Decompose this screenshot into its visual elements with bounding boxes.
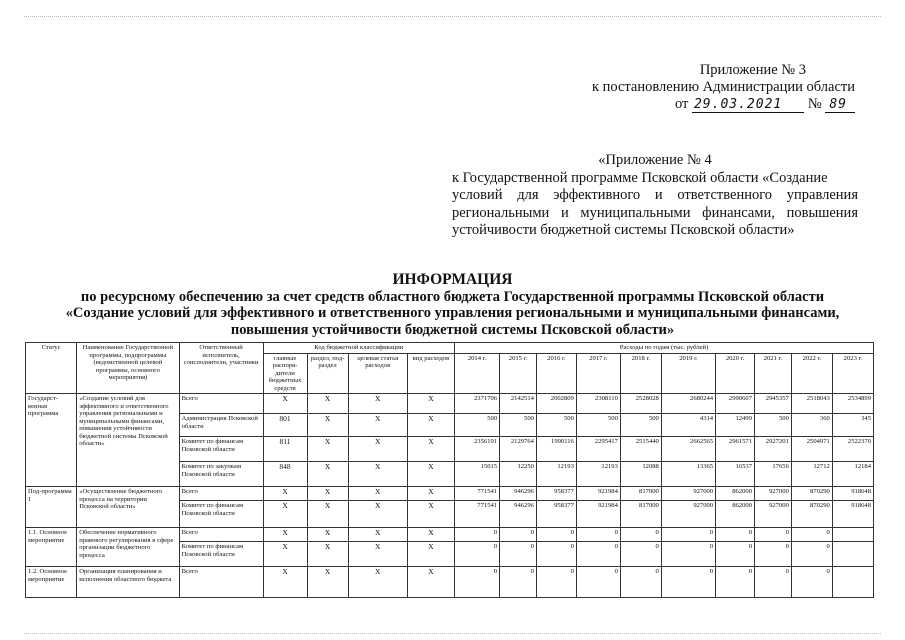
row-value: 1990116 (536, 437, 576, 462)
row-value: 12712 (791, 462, 832, 487)
row-executor: Комитет по финансам Псковской области (179, 437, 263, 462)
row-value: 2515440 (620, 437, 661, 462)
row-executor: Комитет по финансам Псковской области (179, 542, 263, 567)
annex-4-line-3: условий для эффективного и ответственного управления (452, 187, 858, 204)
row-grbs: X (263, 501, 307, 528)
row-value: 500 (500, 414, 537, 437)
row-value: 0 (661, 567, 715, 598)
row-type: X (407, 542, 454, 567)
row-value: 862000 (716, 501, 755, 528)
row-value: 0 (755, 567, 792, 598)
row-target: X (348, 542, 407, 567)
row-value: 771541 (455, 501, 500, 528)
row-value: 12184 (832, 462, 873, 487)
row-value: 2522370 (832, 437, 873, 462)
row-value: 2662565 (661, 437, 715, 462)
row-value: 921984 (576, 487, 620, 501)
row-value: 2295417 (576, 437, 620, 462)
row-status: Под-программа 1 (26, 487, 77, 528)
row-value: 2371706 (455, 394, 500, 414)
header-section: раздел, под-раздел (307, 353, 348, 394)
row-target: X (348, 414, 407, 437)
row-executor: Комитет по закупкам Псковской области (179, 462, 263, 487)
row-value: 2129764 (500, 437, 537, 462)
document-title-line-2: по ресурсному обеспечению за счет средств областного бюджета Государственной программы Псковской области (80, 288, 825, 305)
row-value: 2142514 (500, 394, 537, 414)
row-value: 918648 (832, 501, 873, 528)
resource-table (25, 342, 874, 598)
row-type: X (407, 487, 454, 501)
header-expenses: Расходы по годам (тыс. рублей) (455, 343, 874, 354)
row-section: X (307, 394, 348, 414)
row-value: 0 (576, 542, 620, 567)
row-value: 0 (536, 542, 576, 567)
row-value: 0 (620, 542, 661, 567)
annex-4-line-5: устойчивости бюджетной системы Псковской области» (452, 222, 795, 239)
annex-3-header (555, 62, 855, 113)
row-name: Организация планирования и исполнения областного бюджета (77, 567, 179, 598)
header-year: 2018 г. (620, 353, 661, 394)
row-value: 870290 (791, 487, 832, 501)
row-value: 2927201 (755, 437, 792, 462)
row-value: 12088 (620, 462, 661, 487)
row-executor: Всего (179, 567, 263, 598)
row-value: 0 (791, 542, 832, 567)
row-value: 500 (576, 414, 620, 437)
row-value: 0 (620, 528, 661, 542)
header-year: 2017 г. (576, 353, 620, 394)
row-value: 0 (536, 567, 576, 598)
row-value: 918648 (832, 487, 873, 501)
row-value: 927000 (661, 487, 715, 501)
row-section: X (307, 487, 348, 501)
row-value: 500 (455, 414, 500, 437)
row-name: «Осуществление бюджетного процесса на территории Псковской области» (77, 487, 179, 528)
row-grbs: 801 (263, 414, 307, 437)
row-value: 0 (661, 542, 715, 567)
row-value: 870290 (791, 501, 832, 528)
row-value: 771541 (455, 487, 500, 501)
row-target: X (348, 394, 407, 414)
row-value: 0 (620, 567, 661, 598)
row-value: 958377 (536, 487, 576, 501)
row-value: 2518043 (791, 394, 832, 414)
row-executor: Всего (179, 394, 263, 414)
row-grbs: X (263, 528, 307, 542)
row-value: 2308110 (576, 394, 620, 414)
row-value: 4314 (661, 414, 715, 437)
annex-4-line-4: региональными и муниципальными финансами, повышения (452, 204, 858, 221)
row-type: X (407, 414, 454, 437)
row-value: 946296 (500, 487, 537, 501)
row-value (832, 528, 873, 542)
row-target: X (348, 567, 407, 598)
row-value: 15015 (455, 462, 500, 487)
row-type: X (407, 462, 454, 487)
row-value: 500 (755, 414, 792, 437)
row-value: 0 (576, 567, 620, 598)
row-value (832, 567, 873, 598)
row-value: 12499 (716, 414, 755, 437)
row-value: 817000 (620, 487, 661, 501)
row-value: 2504971 (791, 437, 832, 462)
row-grbs: X (263, 394, 307, 414)
row-value: 2534899 (832, 394, 873, 414)
document-title-line-3: «Создание условий для эффективного и ответственного управления региональными и муниципальными финансами, (65, 305, 840, 321)
date-prefix: от (674, 96, 689, 112)
row-value: 13365 (661, 462, 715, 487)
header-year: 2020 г. (716, 353, 755, 394)
header-target: целевая статья расходов (348, 353, 407, 394)
header-year: 2015 г. (500, 353, 537, 394)
row-value: 0 (755, 528, 792, 542)
row-value: 0 (716, 528, 755, 542)
row-section: X (307, 501, 348, 528)
row-value: 360 (791, 414, 832, 437)
row-target: X (348, 437, 407, 462)
row-value: 862000 (716, 487, 755, 501)
row-value: 500 (620, 414, 661, 437)
annex-3-date-line (555, 96, 855, 113)
row-grbs: X (263, 487, 307, 501)
row-target: X (348, 462, 407, 487)
row-value: 2356191 (455, 437, 500, 462)
annex-4-line-2: к Государственной программе Псковской области «Создание (452, 169, 828, 186)
table-header-row (26, 343, 874, 354)
row-executor: Комитет по финансам Псковской области (179, 501, 263, 528)
header-name: Наименование Государственной программы, подпрограммы (ведомственной целевой программы, основного мероприятия) (77, 343, 179, 394)
row-value: 2990607 (716, 394, 755, 414)
document-title-line-4: повышения устойчивости бюджетной системы Псковской области» (230, 321, 675, 338)
row-value: 817000 (620, 501, 661, 528)
table-row (26, 567, 874, 598)
row-type: X (407, 394, 454, 414)
annex-4-header (452, 152, 858, 240)
row-value: 0 (661, 528, 715, 542)
row-value: 0 (500, 542, 537, 567)
row-target: X (348, 528, 407, 542)
row-value: 16537 (716, 462, 755, 487)
row-value: 12193 (576, 462, 620, 487)
row-value: 12250 (500, 462, 537, 487)
document-title (0, 272, 905, 338)
header-year: 2014 г. (455, 353, 500, 394)
row-value: 0 (791, 567, 832, 598)
row-value: 0 (536, 528, 576, 542)
header-status: Статус (26, 343, 77, 394)
row-status: Государст-венная программа (26, 394, 77, 487)
row-section: X (307, 567, 348, 598)
row-name: Обеспечение нормативного правового регулирования в сфере организации бюджетного процесса (77, 528, 179, 567)
scan-border-bottom (24, 633, 881, 634)
annex-4-title: «Приложение № 4 (598, 152, 712, 168)
header-year: 2022 г. (791, 353, 832, 394)
row-grbs: X (263, 567, 307, 598)
row-value: 2961571 (716, 437, 755, 462)
date-value: 29.03.2021 (692, 97, 804, 113)
header-year: 2016 г. (536, 353, 576, 394)
scan-border-top (24, 16, 881, 17)
row-value: 2680244 (661, 394, 715, 414)
row-type: X (407, 528, 454, 542)
row-value: 0 (455, 542, 500, 567)
header-year: 2023 г. (832, 353, 873, 394)
header-budget-code: Код бюджетной классификации (263, 343, 455, 354)
number-prefix: № (807, 96, 822, 112)
table-row (26, 487, 874, 501)
row-value: 927000 (661, 501, 715, 528)
row-status: 1.2. Основное мероприятие (26, 567, 77, 598)
number-value: 89 (825, 97, 855, 113)
row-value: 12193 (536, 462, 576, 487)
row-value: 0 (576, 528, 620, 542)
row-value: 2528028 (620, 394, 661, 414)
row-value: 500 (536, 414, 576, 437)
header-type: вид расходов (407, 353, 454, 394)
row-section: X (307, 528, 348, 542)
row-value: 946296 (500, 501, 537, 528)
row-section: X (307, 414, 348, 437)
row-value: 345 (832, 414, 873, 437)
row-value: 0 (455, 528, 500, 542)
row-value: 0 (716, 542, 755, 567)
header-year: 2021 г. (755, 353, 792, 394)
annex-3-subtitle: к постановлению Администрации области (591, 79, 855, 95)
row-section: X (307, 462, 348, 487)
row-value: 958377 (536, 501, 576, 528)
row-executor: Всего (179, 487, 263, 501)
row-value: 921984 (576, 501, 620, 528)
row-value: 0 (500, 567, 537, 598)
row-type: X (407, 437, 454, 462)
row-value: 927000 (755, 501, 792, 528)
row-type: X (407, 501, 454, 528)
row-value: 0 (455, 567, 500, 598)
row-executor: Администрация Псковской области (179, 414, 263, 437)
row-value: 0 (716, 567, 755, 598)
row-type: X (407, 567, 454, 598)
row-value: 2002809 (536, 394, 576, 414)
row-executor: Всего (179, 528, 263, 542)
row-value: 0 (500, 528, 537, 542)
row-value: 0 (791, 528, 832, 542)
row-status: 1.1. Основное мероприятие (26, 528, 77, 567)
row-value: 2945357 (755, 394, 792, 414)
row-section: X (307, 437, 348, 462)
row-grbs: 811 (263, 437, 307, 462)
document-title-heading: ИНФОРМАЦИЯ (392, 271, 513, 288)
row-value: 927000 (755, 487, 792, 501)
row-target: X (348, 501, 407, 528)
table-row (26, 528, 874, 542)
row-name: «Создание условий для эффективного и ответственного управления региональными и муниципальными финансами, повышения устойчивости бюджетной системы Псковской области» (77, 394, 179, 487)
row-section: X (307, 542, 348, 567)
row-value: 17656 (755, 462, 792, 487)
header-year: 2019 г. (661, 353, 715, 394)
row-grbs: 848 (263, 462, 307, 487)
header-executor: Ответственный исполнитель, соисполнители, участники (179, 343, 263, 394)
annex-3-title: Приложение № 3 (699, 62, 806, 78)
row-grbs: X (263, 542, 307, 567)
header-grbs: главные распоря-дители бюджетных средств (263, 353, 307, 394)
row-value (832, 542, 873, 567)
row-target: X (348, 487, 407, 501)
table-row (26, 394, 874, 414)
row-value: 0 (755, 542, 792, 567)
